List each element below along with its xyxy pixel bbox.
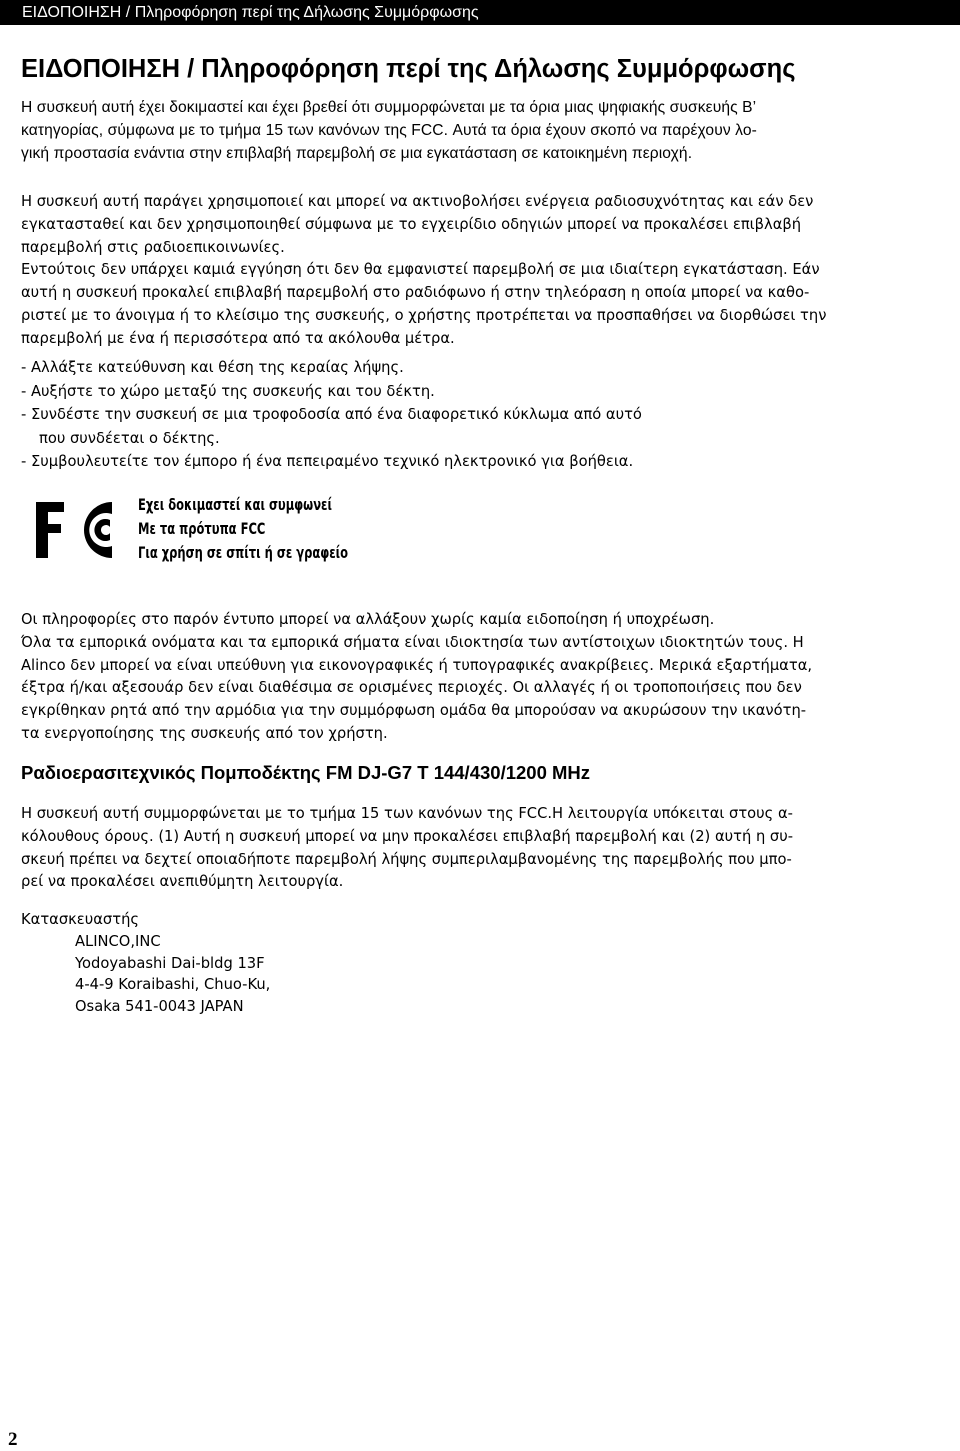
page-title: ΕΙΔΟΠΟΙΗΣΗ / Πληροφόρηση περί της Δήλωσης Συμμόρφωσης xyxy=(21,55,796,83)
notice-line: εγκρίθηκαν ρητά από την αρμόδια για την συμμόρφωση ομάδα θα μπορούσαν να ακυρώσουν την ικανότη- xyxy=(21,702,807,720)
fcc-logo-icon xyxy=(30,488,140,570)
measure-item: - Αυξήστε το χώρο μεταξύ της συσκευής και του δέκτη. xyxy=(21,382,435,400)
intro-paragraph xyxy=(21,97,951,165)
notice-line: Alinco δεν μπορεί να είναι υπεύθυνη για εικονογραφικές ή τυπογραφικές ανακρίβειες. Μερικά εξαρτήματα, xyxy=(21,656,813,674)
interference-line: παρεμβολή στις ραδιοεπικοινωνίες. xyxy=(21,238,285,256)
page-number: 2 xyxy=(8,1429,18,1450)
interference-line: εγκατασταθεί και δεν χρησιμοποιηθεί σύμφωνα με το εγχειρίδιο οδηγιών μπορεί να προκαλέσει επιβλαβή xyxy=(21,215,802,233)
address-line: 4-4-9 Koraibashi, Chuo-Ku, xyxy=(75,976,271,994)
intro-line: γική προστασία ενάντια στην επιβλαβή παρεμβολή σε μια εγκατάσταση σε κατοικημένη περιοχή. xyxy=(21,144,693,162)
interference-line: αυτή η συσκευή προκαλεί επιβλαβή παρεμβολή στο ραδιόφωνο ή στην τηλεόραση η οποία μπορεί να καθο- xyxy=(21,284,810,302)
product-subtitle: Ραδιοερασιτεχνικός Πομποδέκτης FM DJ-G7 T 144/430/1200 MHz xyxy=(21,762,591,783)
compliance-line: σκευή πρέπει να δεχτεί οποιαδήποτε παρεμβολή λήψης συμπεριλαμβανομένης της παρεμβολής που μπο- xyxy=(21,850,792,868)
measure-item: - Αλλάξτε κατεύθυνση και θέση της κεραίας λήψης. xyxy=(21,359,404,376)
notice-line: έξτρα ή/και αξεσουάρ δεν είναι διαθέσιμα σε ορισμένες περιοχές. Οι αλλαγές ή οι τροποποιήσεις που δεν xyxy=(21,679,802,697)
measures-list xyxy=(21,356,951,474)
interference-line: παρεμβολή με ένα ή περισσότερα από τα ακόλουθα μέτρα. xyxy=(21,329,455,347)
address-line: Osaka 541-0043 JAPAN xyxy=(75,998,244,1016)
compliance-line: ρεί να προκαλέσει ανεπιθύμητη λειτουργία. xyxy=(21,873,344,891)
fcc-compliance-label xyxy=(30,478,368,580)
running-header: ΕΙΔΟΠΟΙΗΣΗ / Πληροφόρηση περί της Δήλωσης Συμμόρφωσης xyxy=(0,0,960,25)
notice-line: τα ενεργοποίησης της συσκευής από τον χρήστη. xyxy=(21,724,388,742)
intro-line: κατηγορίας, σύμφωνα με το τμήμα 15 των κανόνων της FCC. Αυτά τα όρια έχουν σκοπό να παρέχουν λο- xyxy=(21,121,757,139)
address-line: Yodoyabashi Dai-bldg 13F xyxy=(75,954,265,972)
fcc-label-line: Για χρήση σε σπίτι ή σε γραφείο xyxy=(138,543,349,562)
fcc-label-line: Εχει δοκιμαστεί και συμφωνεί xyxy=(138,495,332,514)
interference-line: ριστεί με το άνοιγμα ή το κλείσιμο της συσκευής, ο χρήστης προτρέπεται να προσπαθήσει να διορθώσει την xyxy=(21,306,827,324)
compliance-paragraph xyxy=(21,803,951,894)
intro-line: Η συσκευή αυτή έχει δοκιμαστεί και έχει βρεθεί ότι συμμορφώνεται με τα όρια μιας ψηφιακής συσκευής Β’ xyxy=(21,99,757,116)
compliance-line: Η συσκευή αυτή συμμορφώνεται με το τμήμα 15 των κανόνων της FCC.Η λειτουργία υπόκειται στους α- xyxy=(21,805,793,822)
manufacturer-label: Κατασκευαστής xyxy=(21,911,140,928)
measure-item: - Συνδέστε την συσκευή σε μια τροφοδοσία από ένα διαφορετικό κύκλωμα από αυτό xyxy=(21,406,642,424)
notice-line: Όλα τα εμπορικά ονόματα και τα εμπορικά σήματα είναι ιδιοκτησία των αντίστοιχων ιδιοκτητών τους. Η xyxy=(21,633,804,651)
interference-line: Εντούτοις δεν υπάρχει καμιά εγγύηση ότι δεν θα εμφανιστεί παρεμβολή σε μια ιδιαίτερη εγκατάσταση. Εάν xyxy=(21,261,820,279)
address-line: ALINCO,INC xyxy=(75,932,161,950)
fcc-label-text xyxy=(138,493,348,565)
interference-paragraph xyxy=(21,191,951,351)
notice-line: Οι πληροφορίες στο παρόν έντυπο μπορεί να αλλάξουν χωρίς καμία ειδοποίηση ή υποχρέωση. xyxy=(21,611,715,628)
measure-item: - Συμβουλευτείτε τον έμπορο ή ένα πεπειραμένο τεχνικό ηλεκτρονικό για βοήθεια. xyxy=(21,453,634,471)
compliance-line: κόλουθους όρους. (1) Αυτή η συσκευή μπορεί να μην προκαλέσει επιβλαβή παρεμβολή και (2) αυτή η συ- xyxy=(21,827,794,845)
manufacturer-block xyxy=(21,909,270,1018)
measure-item: που συνδέεται ο δέκτης. xyxy=(39,429,220,447)
interference-line: Η συσκευή αυτή παράγει χρησιμοποιεί και μπορεί να ακτινοβολήσει ενέργεια ραδιοσυχνότητας και εάν δεν xyxy=(21,193,814,210)
fcc-label-line: Με τα πρότυπα FCC xyxy=(138,519,266,538)
notice-paragraph xyxy=(21,609,951,746)
